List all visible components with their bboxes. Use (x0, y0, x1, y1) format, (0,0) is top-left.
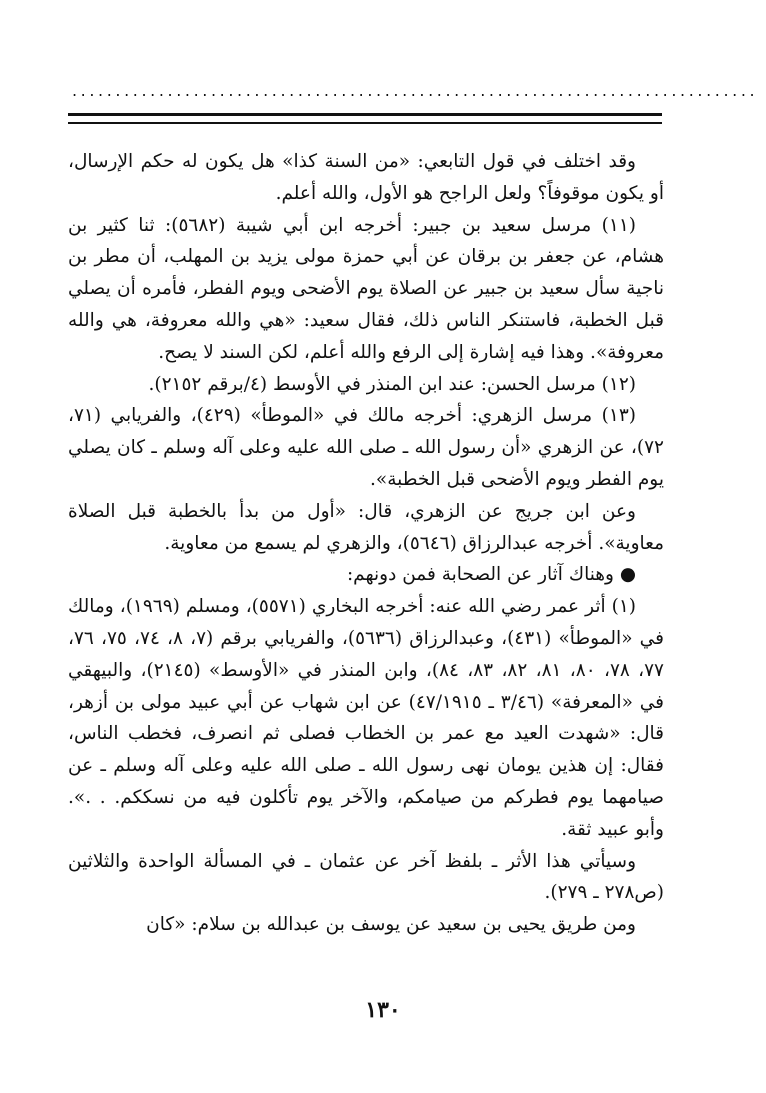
paragraph-12: (١٢) مرسل الحسن: عند ابن المنذر في الأوسط (٤/برقم ٢١٥٢). (148, 373, 636, 395)
paragraph-13: (١٣) مرسل الزهري: أخرجه مالك في «الموطأ» (٤٢٩)، والفريابي (٧١، ٧٢)، عن الزهري «أن رسول الله ـ صلى الله عليه وعلى آله وسلم ـ كان يصلي يوم الفطر ويوم الأضحى قبل الخطبة». (68, 405, 664, 490)
paragraph-intro: وقد اختلف في قول التابعي: «من السنة كذا» هل يكون له حكم الإرسال، أو يكون موقوفاً؟ ولعل الراجح هو الأول، والله أعلم. (68, 151, 664, 204)
header-rule-thin (68, 122, 662, 124)
paragraph-yahya: ومن طريق يحيى بن سعيد عن يوسف بن عبدالله بن سلام: «كان (146, 914, 636, 936)
paragraph-ibn-jurayj: وعن ابن جريج عن الزهري، قال: «أول من بدأ بالخطبة قبل الصلاة معاوية». أخرجه عبدالرزاق (٥٦٤٦)، والزهري لم يسمع من معاوية. (68, 500, 664, 554)
paragraph-umar: (١) أثر عمر رضي الله عنه: أخرجه البخاري (٥٥٧١)، ومسلم (١٩٦٩)، ومالك في «الموطأ» (٤٣١)، وعبدالرزاق (٥٦٣٦)، والفريابي برقم (٧، ٨، ٧٤، ٧٥، ٧٦، ٧٧، ٧٨، ٨٠، ٨١، ٨٢، ٨٣، ٨٤)، وابن المنذر في «الأوسط» (٢١٤٥)، والبيهقي في «المعرفة» (٣/٤٦ ـ ٤٧/١٩١٥) عن ابن شهاب عن أبي عبيد مولى بن أزهر، قال: «شهدت العيد مع عمر بن الخطاب فصلى ثم انصرف، فخطب الناس، فقال: إن هذين يومان نهى رسول الله ـ صلى الله عليه وعلى آله وسلم ـ عن صيامهما يوم فطركم من صيامكم، والآخر يوم تأكلون فيه من نسككم. . .». وأبو عبيد ثقة. (68, 596, 664, 840)
paragraph-companions: ● وهناك آثار عن الصحابة فمن دونهم: (346, 564, 636, 586)
header-dotted-line: ............................................................................... (72, 81, 759, 100)
paragraph-11: (١١) مرسل سعيد بن جبير: أخرجه ابن أبي شيبة (٥٦٨٢): ثنا كثير بن هشام، عن جعفر بن برقان عن أبي حمزة مولى يزيد بن المهلب، أن مطر بن ناجية سأل سعيد بن جبير عن الصلاة يوم الأضحى ويوم الفطر، فأمره أن يصلي قبل الخطبة، فاستنكر الناس ذلك، فقال سعيد: «هي والله معروفة، هي والله معروفة». وهذا فيه إشارة إلى الرفع والله أعلم، لكن السند لا يصح. (68, 214, 664, 363)
paragraph-uthman: وسيأتي هذا الأثر ـ بلفظ آخر عن عثمان ـ في المسألة الواحدة والثلاثين (ص٢٧٨ ـ ٢٧٩). (68, 850, 664, 904)
header-rule-thick (68, 113, 662, 116)
page-number: ١٣٠ (365, 997, 401, 1023)
body-text (68, 146, 664, 941)
